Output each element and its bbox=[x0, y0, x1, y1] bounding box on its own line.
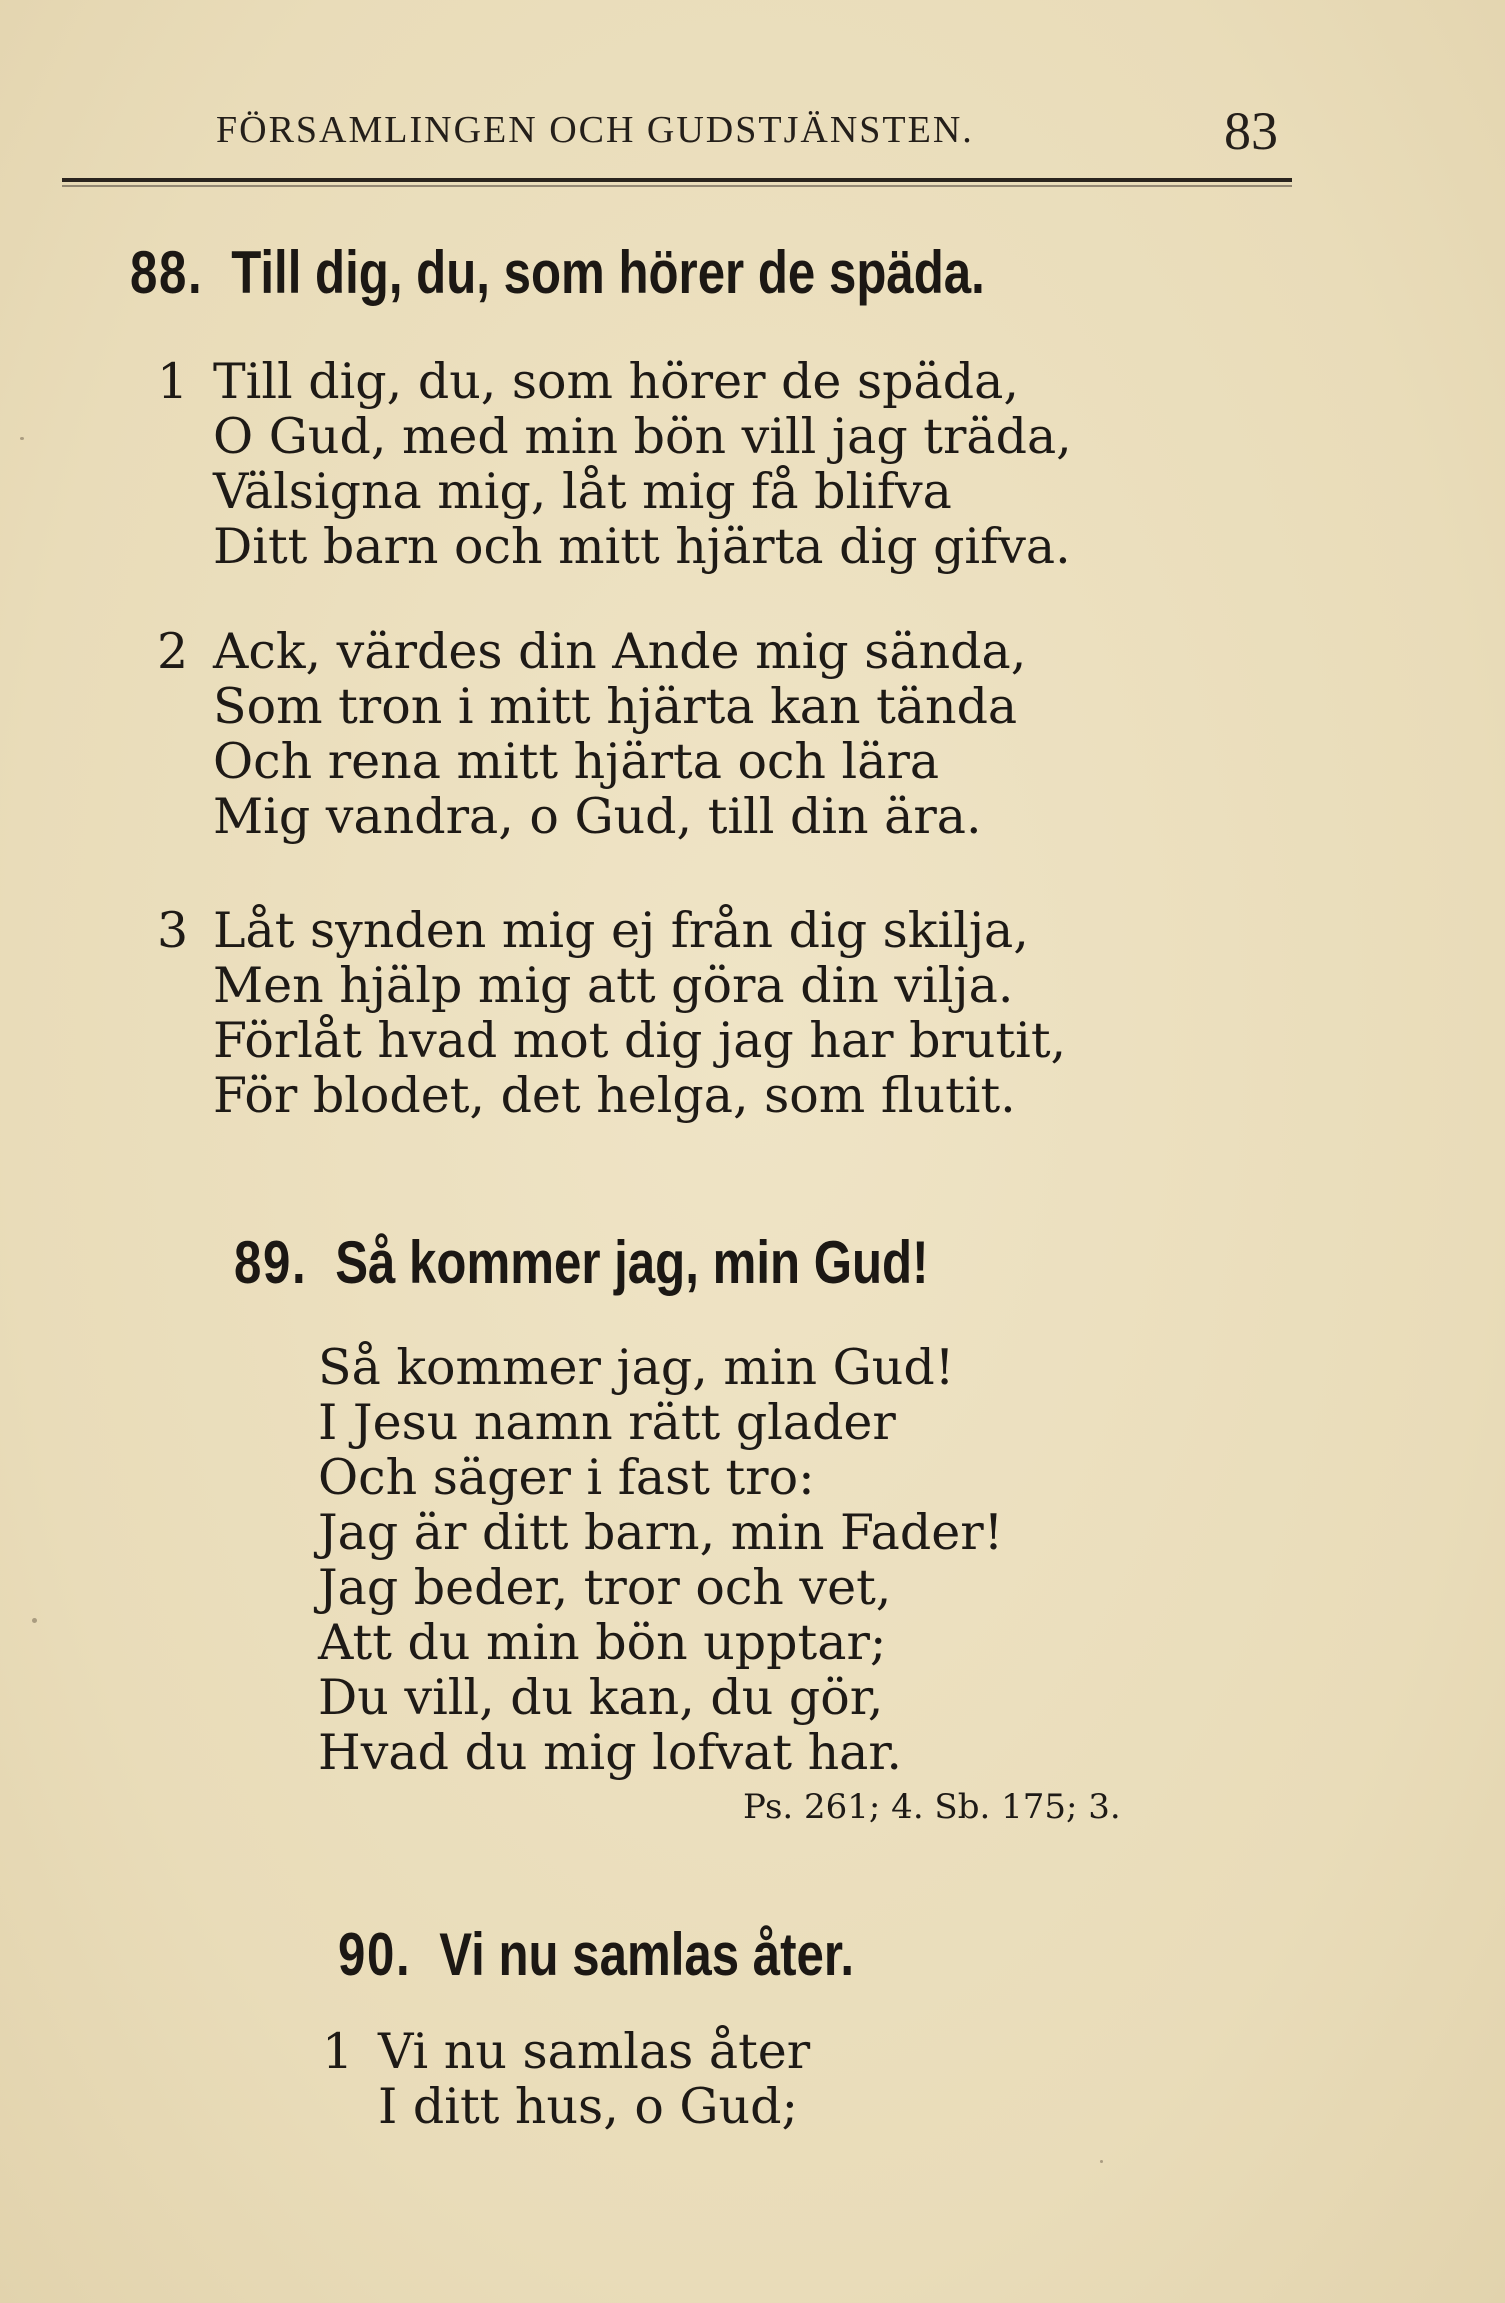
stanza-line bbox=[157, 353, 1072, 410]
hymn-88-title bbox=[130, 238, 985, 307]
paper-speck bbox=[1100, 2160, 1103, 2163]
stanza-number: 1 bbox=[157, 353, 189, 410]
stanza-line: Och säger i fast tro: bbox=[318, 1449, 815, 1506]
stanza-number: 3 bbox=[157, 902, 189, 959]
stanza-line bbox=[157, 902, 1066, 959]
line-text: Vi nu samlas åter bbox=[378, 2023, 811, 2080]
stanza-line: Men hjälp mig att göra din vilja. bbox=[213, 957, 1014, 1014]
running-head: FÖRSAMLINGEN OCH GUDSTJÄNSTEN. bbox=[216, 109, 974, 151]
stanza-line: Mig vandra, o Gud, till din ära. bbox=[213, 788, 982, 845]
paper-speck bbox=[20, 437, 24, 440]
stanza-line: I Jesu namn rätt glader bbox=[318, 1394, 896, 1451]
line-text: Till dig, du, som hörer de späda, bbox=[213, 353, 1019, 410]
hymn-88-stanza-2 bbox=[157, 623, 1027, 845]
stanza-line: För blodet, det helga, som flutit. bbox=[213, 1067, 1016, 1124]
page-number: 83 bbox=[1224, 101, 1278, 161]
stanza-line: Att du min bön upptar; bbox=[318, 1614, 887, 1671]
line-text: I ditt hus, o Gud; bbox=[378, 2078, 798, 2135]
stanza-line bbox=[157, 623, 1027, 680]
stanza-line: Ditt barn och mitt hjärta dig gifva. bbox=[213, 518, 1071, 575]
hymn-88-number: 88. bbox=[130, 239, 204, 306]
stanza-line: Som tron i mitt hjärta kan tända bbox=[213, 678, 1018, 735]
header-rule bbox=[62, 178, 1292, 182]
hymn-90-stanza-1 bbox=[322, 2023, 811, 2135]
stanza-line: Jag är ditt barn, min Fader! bbox=[318, 1504, 1004, 1561]
hymn-89-number: 89. bbox=[234, 1229, 308, 1296]
paper-speck bbox=[32, 1618, 37, 1623]
hymn-89-stanza bbox=[318, 1340, 1003, 1780]
hymn-88-stanza-1 bbox=[157, 353, 1072, 575]
stanza-line: Välsigna mig, låt mig få blifva bbox=[213, 463, 952, 520]
line-text: Ack, värdes din Ande mig sända, bbox=[213, 623, 1027, 680]
stanza-number: 1 bbox=[322, 2023, 354, 2080]
stanza-line: Så kommer jag, min Gud! bbox=[318, 1339, 955, 1396]
stanza-line: O Gud, med min bön vill jag träda, bbox=[213, 408, 1072, 465]
stanza-line: Jag beder, tror och vet, bbox=[318, 1559, 892, 1616]
hymn-90-title-text: Vi nu samlas åter. bbox=[439, 1921, 854, 1988]
hymn-90-title bbox=[338, 1920, 854, 1989]
stanza-line bbox=[378, 2079, 810, 2134]
hymn-88-stanza-3 bbox=[157, 902, 1067, 1124]
stanza-number: 2 bbox=[157, 623, 189, 680]
hymn-89-title bbox=[234, 1228, 928, 1297]
stanza-line: Hvad du mig lofvat har. bbox=[318, 1724, 903, 1781]
stanza-line bbox=[322, 2023, 811, 2080]
line-text: Låt synden mig ej från dig skilja, bbox=[213, 902, 1029, 959]
hymn-88-title-text: Till dig, du, som hörer de späda. bbox=[231, 239, 985, 306]
hymn-90-number: 90. bbox=[338, 1921, 412, 1988]
stanza-line: Du vill, du kan, du gör, bbox=[318, 1669, 884, 1726]
hymn-89-reference: Ps. 261; 4. Sb. 175; 3. bbox=[743, 1787, 1121, 1827]
stanza-line: Och rena mitt hjärta och lära bbox=[213, 733, 940, 790]
stanza-line: Förlåt hvad mot dig jag har brutit, bbox=[213, 1012, 1067, 1069]
header-rule-thin bbox=[62, 185, 1292, 187]
hymn-89-title-text: Så kommer jag, min Gud! bbox=[335, 1229, 929, 1296]
